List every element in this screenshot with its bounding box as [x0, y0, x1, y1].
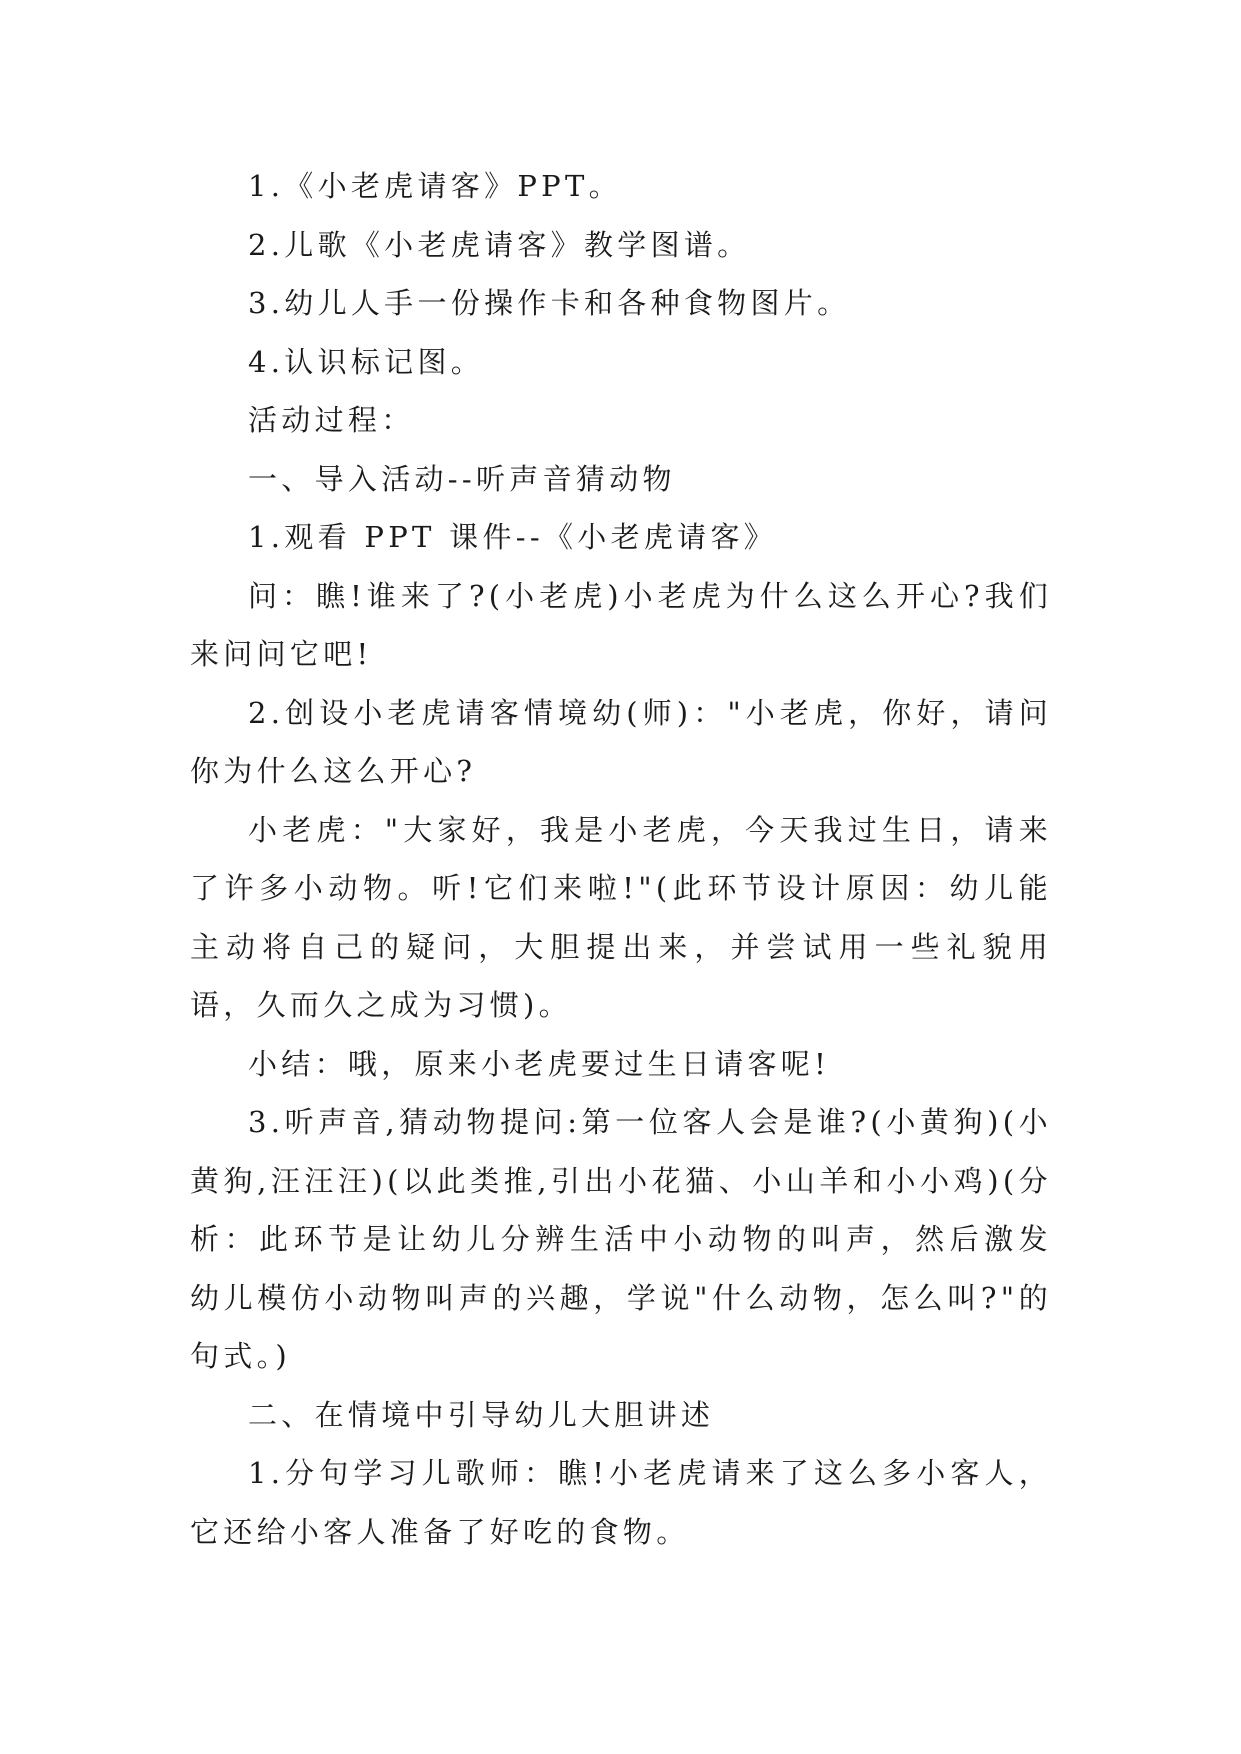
material-item-4: 4.认识标记图。 [248, 344, 485, 379]
tiger-dialogue: 小老虎："大家好，我是小老虎，今天我过生日，请来了许多小动物。听!它们来啦!"(此环节设计原因：幼儿能主动将自己的疑问，大胆提出来，并尝试用一些礼貌用语，久而久之成为习惯)。 [190, 812, 1052, 1022]
material-item-2: 2.儿歌《小老虎请客》教学图谱。 [248, 227, 751, 262]
document-body [190, 157, 1052, 1561]
step-1-1: 1.观看 PPT 课件--《小老虎请客》 [248, 520, 778, 554]
summary-paragraph: 小结：哦，原来小老虎要过生日请客呢! [248, 1046, 831, 1081]
section-heading-2: 二、在情境中引导幼儿大胆讲述 [248, 1397, 715, 1432]
section-heading-process: 活动过程： [248, 403, 415, 437]
step-1-2: 2.创设小老虎请客情境幼(师)："小老虎，你好，请问你为什么这么开心? [190, 695, 1052, 788]
section-heading-1: 一、导入活动--听声音猜动物 [248, 461, 676, 496]
question-paragraph: 问：瞧!谁来了?(小老虎)小老虎为什么这么开心?我们来问问它吧! [190, 578, 1052, 671]
step-1-3: 3.听声音,猜动物提问:第一位客人会是谁?(小黄狗)(小黄狗,汪汪汪)(以此类推,引出小花猫、小山羊和小小鸡)(分析：此环节是让幼儿分辨生活中小动物的叫声，然后激发幼儿模仿小动物叫声的兴趣，学说"什么动物，怎么叫?"的句式。) [190, 1105, 1052, 1373]
step-2-1: 1.分句学习儿歌师：瞧!小老虎请来了这么多小客人，它还给小客人准备了好吃的食物。 [190, 1456, 1052, 1549]
material-item-1: 1.《小老虎请客》PPT。 [248, 169, 622, 203]
material-item-3: 3.幼儿人手一份操作卡和各种食物图片。 [248, 286, 851, 320]
